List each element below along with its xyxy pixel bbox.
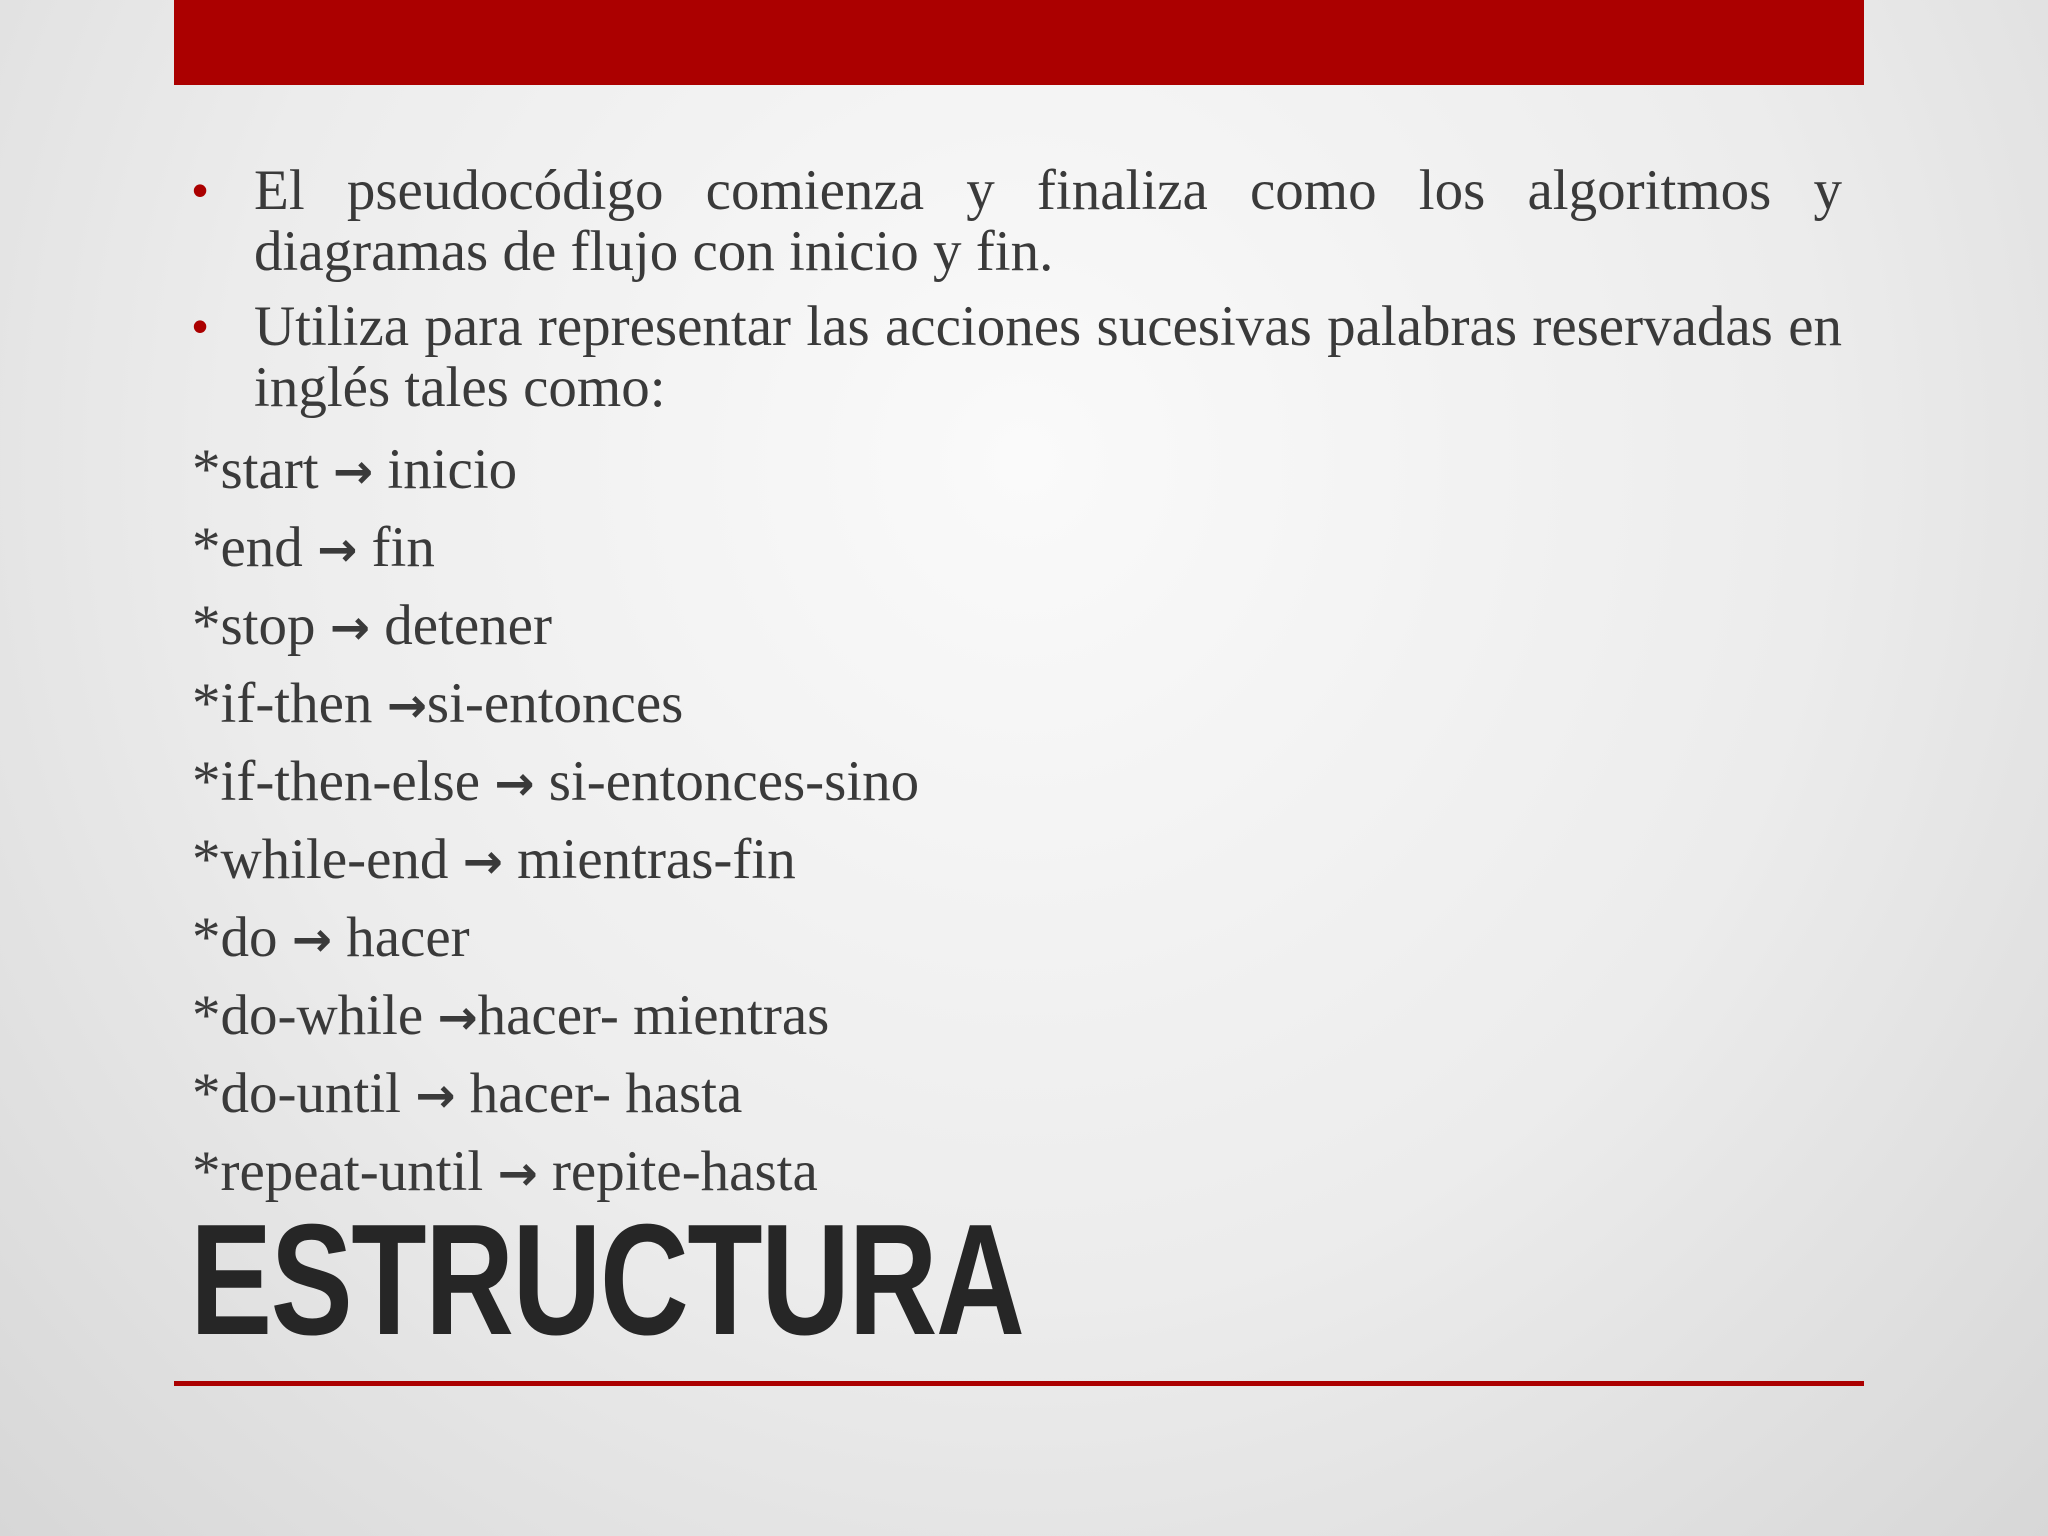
keyword-spanish: detener <box>384 594 552 657</box>
keyword-english: *start <box>192 438 319 501</box>
keyword-english: *do-while <box>192 984 424 1047</box>
keyword-english: *end <box>192 516 303 579</box>
top-accent-bar <box>174 0 1864 85</box>
arrow-right-icon: → <box>291 912 332 968</box>
keyword-row <box>192 822 1842 900</box>
keyword-row <box>192 666 1842 744</box>
keyword-spanish: si-entonces <box>426 672 684 735</box>
bullet-dot-icon: • <box>192 164 209 216</box>
keyword-spanish: repite-hasta <box>551 1140 818 1203</box>
arrow-right-icon: → <box>415 1068 456 1124</box>
keyword-english: *if-then <box>192 672 373 735</box>
bullet-item <box>192 160 1842 282</box>
keyword-row <box>192 978 1842 1056</box>
keyword-english: *repeat-until <box>192 1140 484 1203</box>
bullet-text: El pseudocódigo comienza y finaliza como los algoritmos y diagramas de flujo con inicio y fin. <box>254 159 1842 283</box>
slide-body <box>192 160 1842 1212</box>
keyword-row <box>192 900 1842 978</box>
bullet-item <box>192 296 1842 418</box>
keyword-english: *stop <box>192 594 316 657</box>
keyword-spanish: hacer- mientras <box>477 984 830 1047</box>
bottom-accent-rule <box>174 1381 1864 1386</box>
keyword-spanish: si-entonces-sino <box>548 750 920 813</box>
arrow-right-icon: → <box>437 990 478 1046</box>
keyword-row <box>192 588 1842 666</box>
keyword-english: *do <box>192 906 278 969</box>
keyword-spanish: mientras-fin <box>517 828 796 891</box>
arrow-right-icon: → <box>462 834 503 890</box>
bullet-text: Utiliza para representar las acciones sucesivas palabras reservadas en inglés tales como: <box>254 295 1842 419</box>
bullet-list <box>192 160 1842 418</box>
arrow-right-icon: → <box>332 444 374 500</box>
keyword-row <box>192 432 1842 510</box>
keyword-english: *while-end <box>192 828 449 891</box>
keyword-spanish: hacer- hasta <box>469 1062 743 1125</box>
keyword-english: *if-then-else <box>192 750 481 813</box>
keyword-row <box>192 744 1842 822</box>
keyword-row <box>192 510 1842 588</box>
keyword-spanish: fin <box>371 516 435 579</box>
arrow-right-icon: → <box>497 1146 538 1202</box>
keyword-spanish: hacer <box>346 906 470 969</box>
arrow-right-icon: → <box>494 756 535 812</box>
keyword-row <box>192 1056 1842 1134</box>
arrow-right-icon: → <box>329 600 370 656</box>
keyword-list <box>192 432 1842 1212</box>
keyword-spanish: inicio <box>387 438 518 501</box>
keyword-english: *do-until <box>192 1062 401 1125</box>
bullet-dot-icon: • <box>192 300 209 352</box>
slide-title: ESTRUCTURA <box>190 1192 1024 1368</box>
arrow-right-icon: → <box>386 678 427 734</box>
arrow-right-icon: → <box>317 522 358 578</box>
